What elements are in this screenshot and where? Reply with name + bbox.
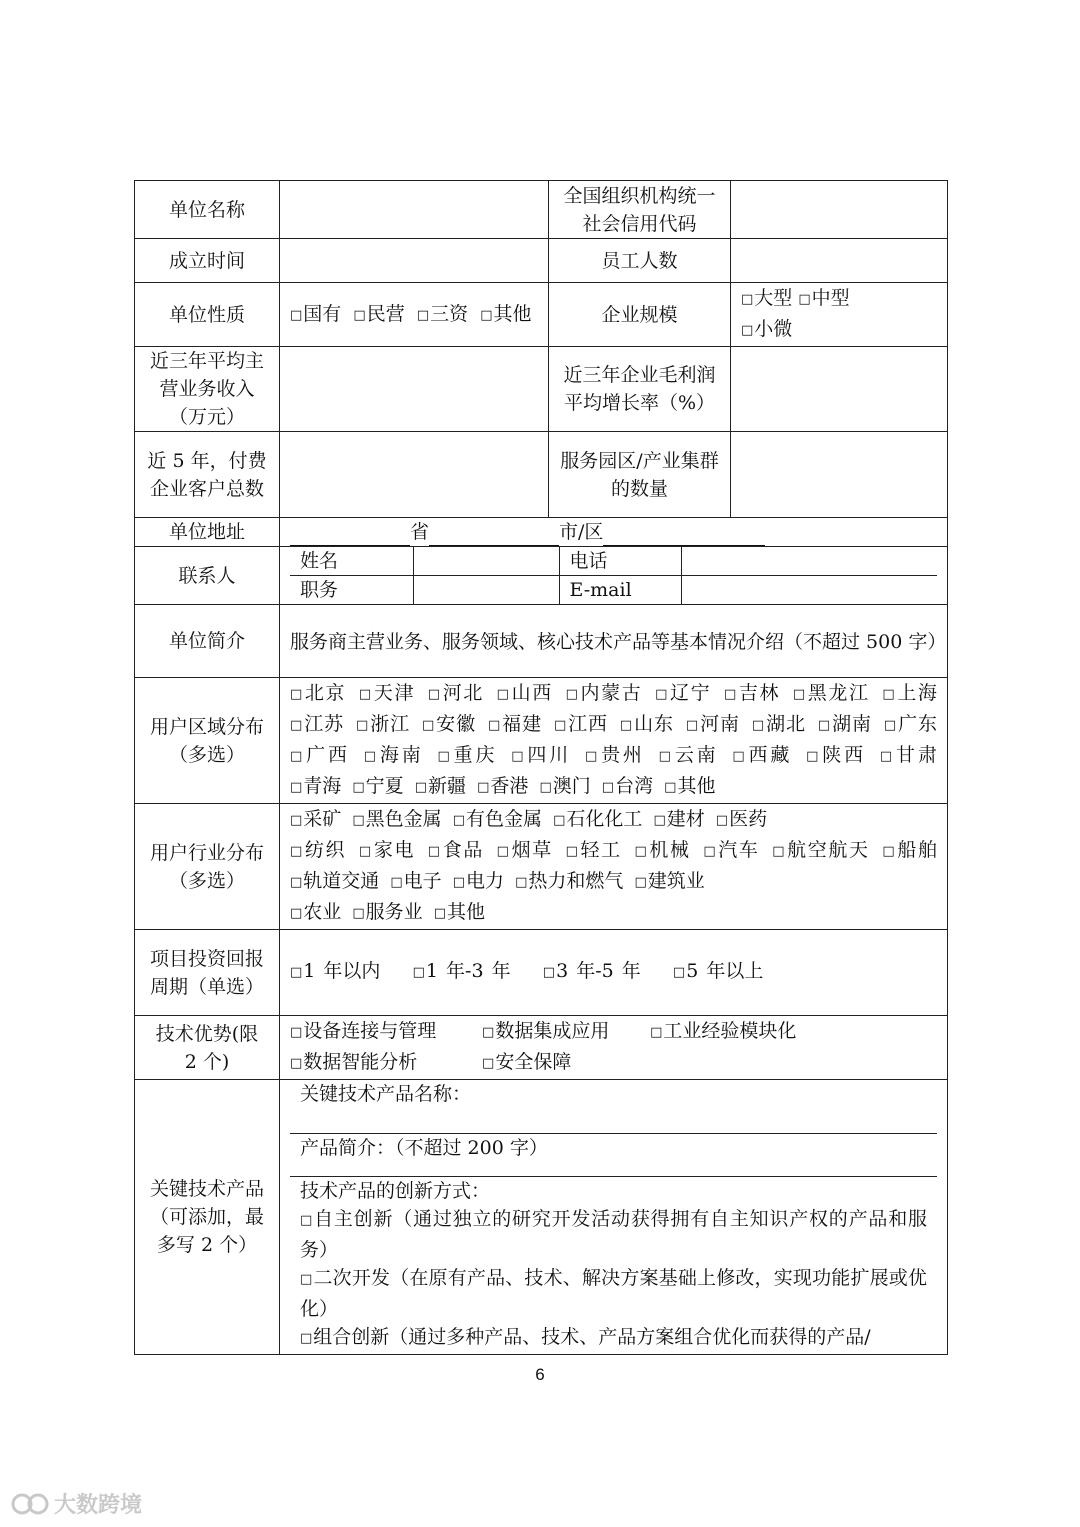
- region-option[interactable]: □青海: [290, 775, 342, 797]
- industry-option[interactable]: □农业: [290, 901, 342, 923]
- regions-line: [290, 772, 937, 803]
- regions-options: [280, 678, 948, 804]
- contact-name-label: 姓名: [290, 547, 413, 576]
- industries-label: 用户行业分布（多选）: [135, 804, 280, 930]
- payback-label: 项目投资回报周期（单选）: [135, 930, 280, 1016]
- nature-option[interactable]: □三资: [416, 302, 469, 325]
- parks-field[interactable]: [731, 432, 948, 518]
- product-name-field[interactable]: [290, 1080, 937, 1134]
- scale-option[interactable]: □小微: [741, 318, 793, 340]
- product-summary-field[interactable]: [290, 1134, 937, 1177]
- intro-hint: 服务商主营业务、服务领域、核心技术产品等基本情况介绍（不超过 500 字）: [290, 630, 947, 653]
- industry-option[interactable]: □航空航天: [772, 839, 870, 861]
- key-products-grid: [280, 1080, 948, 1355]
- watermark: 大数跨境: [10, 1488, 142, 1519]
- nature-options: [280, 283, 549, 347]
- key-products-label: 关键技术产品（可添加，最多写 2 个）: [135, 1080, 280, 1355]
- regions-label: 用户区域分布（多选）: [135, 678, 280, 804]
- tech-line: [290, 1017, 937, 1048]
- contact-title-label: 职务: [290, 576, 413, 605]
- industries-line: [290, 898, 937, 929]
- unit-name-label: 单位名称: [135, 181, 280, 239]
- industry-option[interactable]: □黑色金属: [352, 808, 442, 830]
- region-option[interactable]: □广东: [883, 713, 937, 735]
- revenue-field[interactable]: [280, 347, 549, 432]
- page-number: 6: [535, 1365, 545, 1384]
- nature-option[interactable]: □国有: [290, 302, 342, 325]
- region-option[interactable]: □内蒙古: [565, 682, 643, 704]
- industry-option[interactable]: □建材: [653, 808, 705, 830]
- clients-field[interactable]: [280, 432, 549, 518]
- region-option[interactable]: □山西: [496, 682, 553, 704]
- industry-option[interactable]: □电子: [390, 870, 442, 892]
- contact-email-field[interactable]: [681, 576, 937, 605]
- tech-option[interactable]: □数据智能分析: [290, 1051, 418, 1073]
- industry-option[interactable]: □其他: [433, 901, 486, 923]
- innovation-field: [290, 1177, 937, 1355]
- clients-label: 近 5 年，付费企业客户总数: [135, 432, 280, 518]
- industry-option[interactable]: □服务业: [352, 901, 423, 923]
- region-option[interactable]: □福建: [487, 713, 542, 735]
- industry-option[interactable]: □汽车: [703, 839, 760, 861]
- region-option[interactable]: □海南: [363, 744, 424, 766]
- employees-label: 员工人数: [549, 239, 731, 283]
- region-option[interactable]: □贵州: [584, 744, 645, 766]
- region-option[interactable]: □上海: [882, 682, 937, 704]
- innovation-option[interactable]: □自主创新（通过独立的研究开发活动获得拥有自主知识产权的产品和服务）: [300, 1208, 927, 1261]
- region-option[interactable]: □河北: [427, 682, 484, 704]
- regions-line: [290, 710, 937, 741]
- payback-option[interactable]: □1 年-3 年: [412, 960, 511, 982]
- region-option[interactable]: □浙江: [355, 713, 411, 735]
- region-option[interactable]: □陕西: [806, 744, 866, 766]
- region-option[interactable]: □澳门: [539, 775, 591, 797]
- industry-option[interactable]: □船舶: [882, 839, 937, 861]
- scale-option[interactable]: □中型: [798, 287, 850, 309]
- nature-option[interactable]: □民营: [353, 302, 405, 325]
- region-option[interactable]: □重庆: [437, 744, 498, 766]
- industry-option[interactable]: □热力和燃气: [515, 870, 624, 892]
- region-option[interactable]: □香港: [477, 775, 529, 797]
- industry-option[interactable]: □烟草: [496, 839, 553, 861]
- product-name-label: 关键技术产品名称：: [300, 1083, 472, 1105]
- contact-label: 联系人: [135, 547, 280, 605]
- region-option[interactable]: □台湾: [601, 775, 654, 797]
- region-option[interactable]: □甘肃: [879, 744, 937, 766]
- industry-option[interactable]: □石化化工: [553, 808, 643, 830]
- contact-phone-label: 电话: [559, 547, 681, 576]
- region-option[interactable]: □西藏: [732, 744, 793, 766]
- industry-option[interactable]: □医药: [715, 808, 768, 830]
- registration-form: [134, 180, 948, 1355]
- industry-option[interactable]: □有色金属: [452, 808, 543, 830]
- founded-field[interactable]: [280, 239, 549, 283]
- regions-line: [290, 679, 937, 710]
- industries-line: [290, 836, 937, 867]
- industry-option[interactable]: □采矿: [290, 808, 342, 830]
- region-option[interactable]: □安徽: [421, 713, 476, 735]
- innovation-option[interactable]: □二次开发（在原有产品、技术、解决方案基础上修改，实现功能扩展或优化）: [300, 1267, 927, 1320]
- region-option[interactable]: □天津: [358, 682, 416, 704]
- address-field[interactable]: 省 市/区: [280, 518, 948, 547]
- credit-code-label: 全国组织机构统一社会信用代码: [549, 181, 731, 239]
- tech-option[interactable]: □安全保障: [482, 1051, 572, 1073]
- nature-option[interactable]: □其他: [480, 302, 532, 325]
- parks-label: 服务园区/产业集群的数量: [549, 432, 731, 518]
- innovation-option[interactable]: □组合创新（通过多种产品、技术、产品方案组合优化而获得的产品/: [300, 1326, 871, 1348]
- industry-option[interactable]: □轨道交通: [290, 870, 380, 892]
- tech-option[interactable]: □数据集成应用: [482, 1020, 610, 1042]
- tech-option[interactable]: □工业经验模块化: [650, 1020, 797, 1042]
- intro-label: 单位简介: [135, 605, 280, 678]
- region-option[interactable]: □其他: [664, 775, 716, 797]
- payback-option[interactable]: □5 年以上: [672, 960, 764, 982]
- contact-phone-field[interactable]: [681, 547, 937, 576]
- contact-email-label: E-mail: [559, 576, 681, 605]
- region-option[interactable]: □山东: [619, 713, 674, 735]
- profit-growth-label: 近三年企业毛利润平均增长率（%）: [549, 347, 731, 432]
- industries-line: [290, 805, 937, 836]
- intro-field[interactable]: [280, 605, 948, 678]
- nature-label: 单位性质: [135, 283, 280, 347]
- product-summary-label: 产品简介：（不超过 200 字）: [300, 1137, 548, 1159]
- industry-option[interactable]: □食品: [427, 839, 484, 861]
- industry-option[interactable]: □家电: [358, 839, 416, 861]
- regions-line: [290, 741, 937, 772]
- region-option[interactable]: □云南: [658, 744, 719, 766]
- revenue-label: 近三年平均主营业务收入（万元）: [135, 347, 280, 432]
- region-option[interactable]: □辽宁: [655, 682, 712, 704]
- region-option[interactable]: □湖南: [817, 713, 872, 735]
- industry-option[interactable]: □建筑业: [634, 870, 705, 892]
- region-option[interactable]: □江西: [553, 713, 608, 735]
- industry-option[interactable]: □轻工: [565, 839, 622, 861]
- region-option[interactable]: □北京: [290, 682, 347, 704]
- industry-option[interactable]: □纺织: [290, 839, 347, 861]
- tech-options: [280, 1016, 948, 1080]
- founded-label: 成立时间: [135, 239, 280, 283]
- watermark-logo-icon: [10, 1492, 50, 1516]
- industry-option[interactable]: □电力: [452, 870, 505, 892]
- employees-field[interactable]: [731, 239, 948, 283]
- profit-growth-field[interactable]: [731, 347, 948, 432]
- tech-label: 技术优势(限 2 个): [135, 1016, 280, 1080]
- unit-name-field[interactable]: [280, 181, 549, 239]
- industry-option[interactable]: □机械: [634, 839, 691, 861]
- innovation-label: 技术产品的创新方式：: [300, 1180, 491, 1202]
- tech-option[interactable]: □设备连接与管理: [290, 1020, 437, 1042]
- tech-line: [290, 1048, 937, 1079]
- industries-line: [290, 867, 937, 898]
- contact-title-field[interactable]: [413, 576, 559, 605]
- contact-name-field[interactable]: [413, 547, 559, 576]
- region-option[interactable]: □广西: [290, 744, 350, 766]
- region-option[interactable]: □四川: [511, 744, 572, 766]
- region-option[interactable]: □宁夏: [352, 775, 404, 797]
- payback-option[interactable]: □1 年以内: [290, 960, 381, 982]
- payback-options: [280, 930, 948, 1016]
- scale-option[interactable]: □大型: [741, 287, 793, 309]
- contact-grid: [280, 547, 948, 605]
- scale-label: 企业规模: [549, 283, 731, 347]
- region-option[interactable]: □河南: [685, 713, 740, 735]
- region-option[interactable]: □湖北: [751, 713, 806, 735]
- credit-code-field[interactable]: [731, 181, 948, 239]
- address-label: 单位地址: [135, 518, 280, 547]
- scale-options: [731, 283, 948, 347]
- region-option[interactable]: □新疆: [414, 775, 467, 797]
- industries-options: [280, 804, 948, 930]
- region-option[interactable]: □吉林: [723, 682, 781, 704]
- region-option[interactable]: □江苏: [290, 713, 345, 735]
- payback-option[interactable]: □3 年-5 年: [542, 960, 641, 982]
- region-option[interactable]: □黑龙江: [792, 682, 870, 704]
